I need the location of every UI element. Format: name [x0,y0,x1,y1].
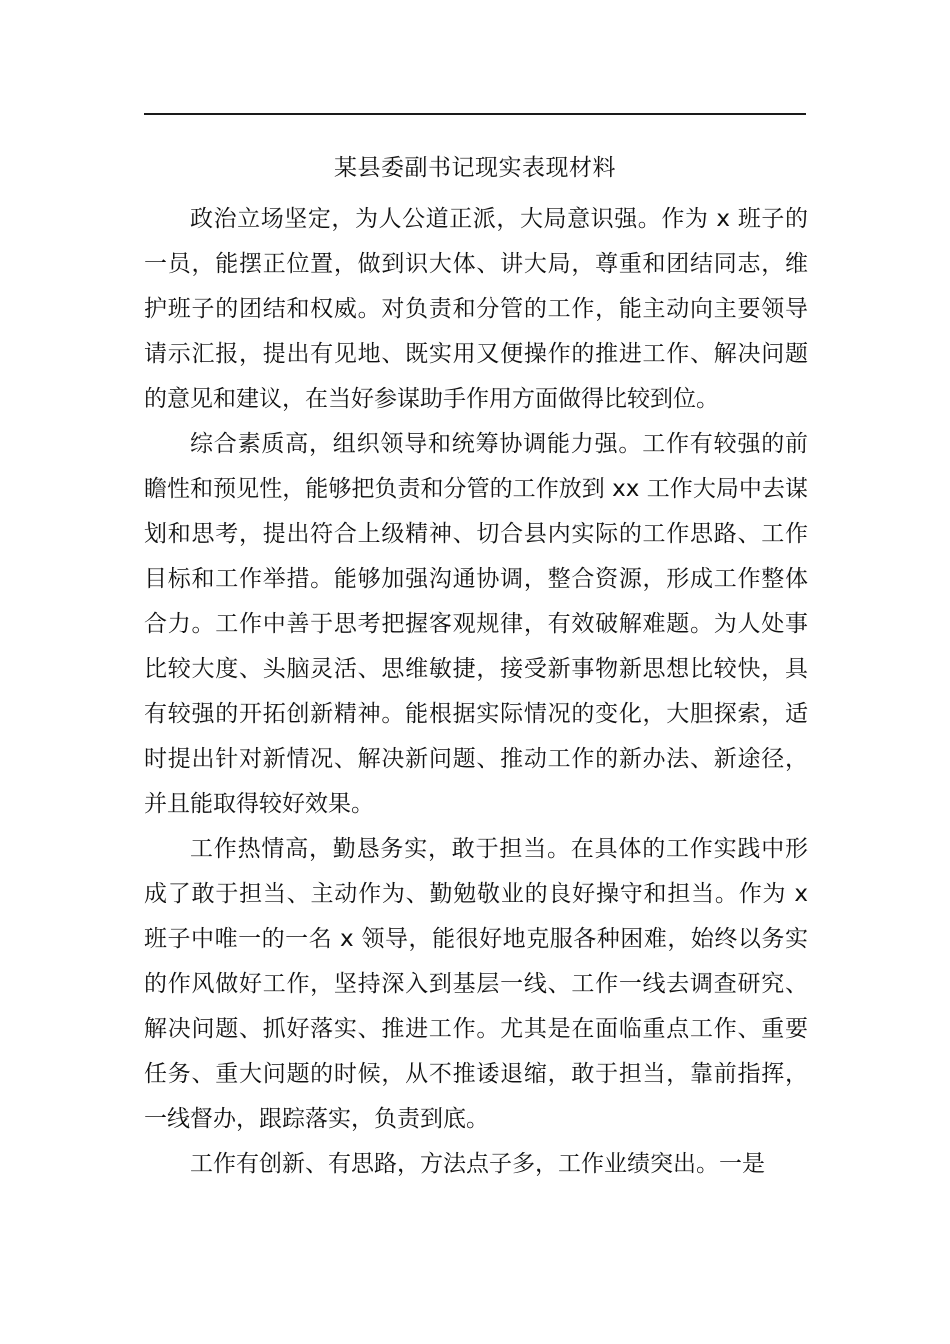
header-rule [144,113,806,115]
paragraph-innovation: 工作有创新、有思路，方法点子多，工作业绩突出。一是 [190,1151,765,1177]
document-body [144,197,808,1187]
paragraph-work-enthusiasm: 工作热情高，勤恳务实，敢于担当。在具体的工作实践中形成了敢于担当、主动作为、勤勉敬业的良好操守和担当。作为 x 班子中唯一的一名 x 领导，能很好地克服各种困难，始终以务实的作风做好工作，坚持深入到基层一线、工作一线去调查研究、解决问题、抓好落实、推进工作。尤其是在面临重点工作、重要任务、重大问题的时候，从不推诿退缩，敢于担当，靠前指挥，一线督办，跟踪落实，负责到底。 [144,836,808,1132]
document-title: 某县委副书记现实表现材料 [334,155,616,181]
paragraph-overall-quality: 综合素质高，组织领导和统筹协调能力强。工作有较强的前瞻性和预见性，能够把负责和分管的工作放到 xx 工作大局中去谋划和思考，提出符合上级精神、切合县内实际的工作思路、工作目标和工作举措。能够加强沟通协调，整合资源，形成工作整体合力。工作中善于思考把握客观规律，有效破解难题。为人处事比较大度、头脑灵活、思维敏捷，接受新事物新思想比较快，具有较强的开拓创新精神。能根据实际情况的变化，大胆探索，适时提出针对新情况、解决新问题、推动工作的新办法、新途径，并且能取得较好效果。 [144,431,808,817]
paragraph-political-stance: 政治立场坚定，为人公道正派，大局意识强。作为 x 班子的一员，能摆正位置，做到识大体、讲大局，尊重和团结同志，维护班子的团结和权威。对负责和分管的工作，能主动向主要领导请示汇报，提出有见地、既实用又便操作的推进工作、解决问题的意见和建议，在当好参谋助手作用方面做得比较到位。 [144,206,808,412]
